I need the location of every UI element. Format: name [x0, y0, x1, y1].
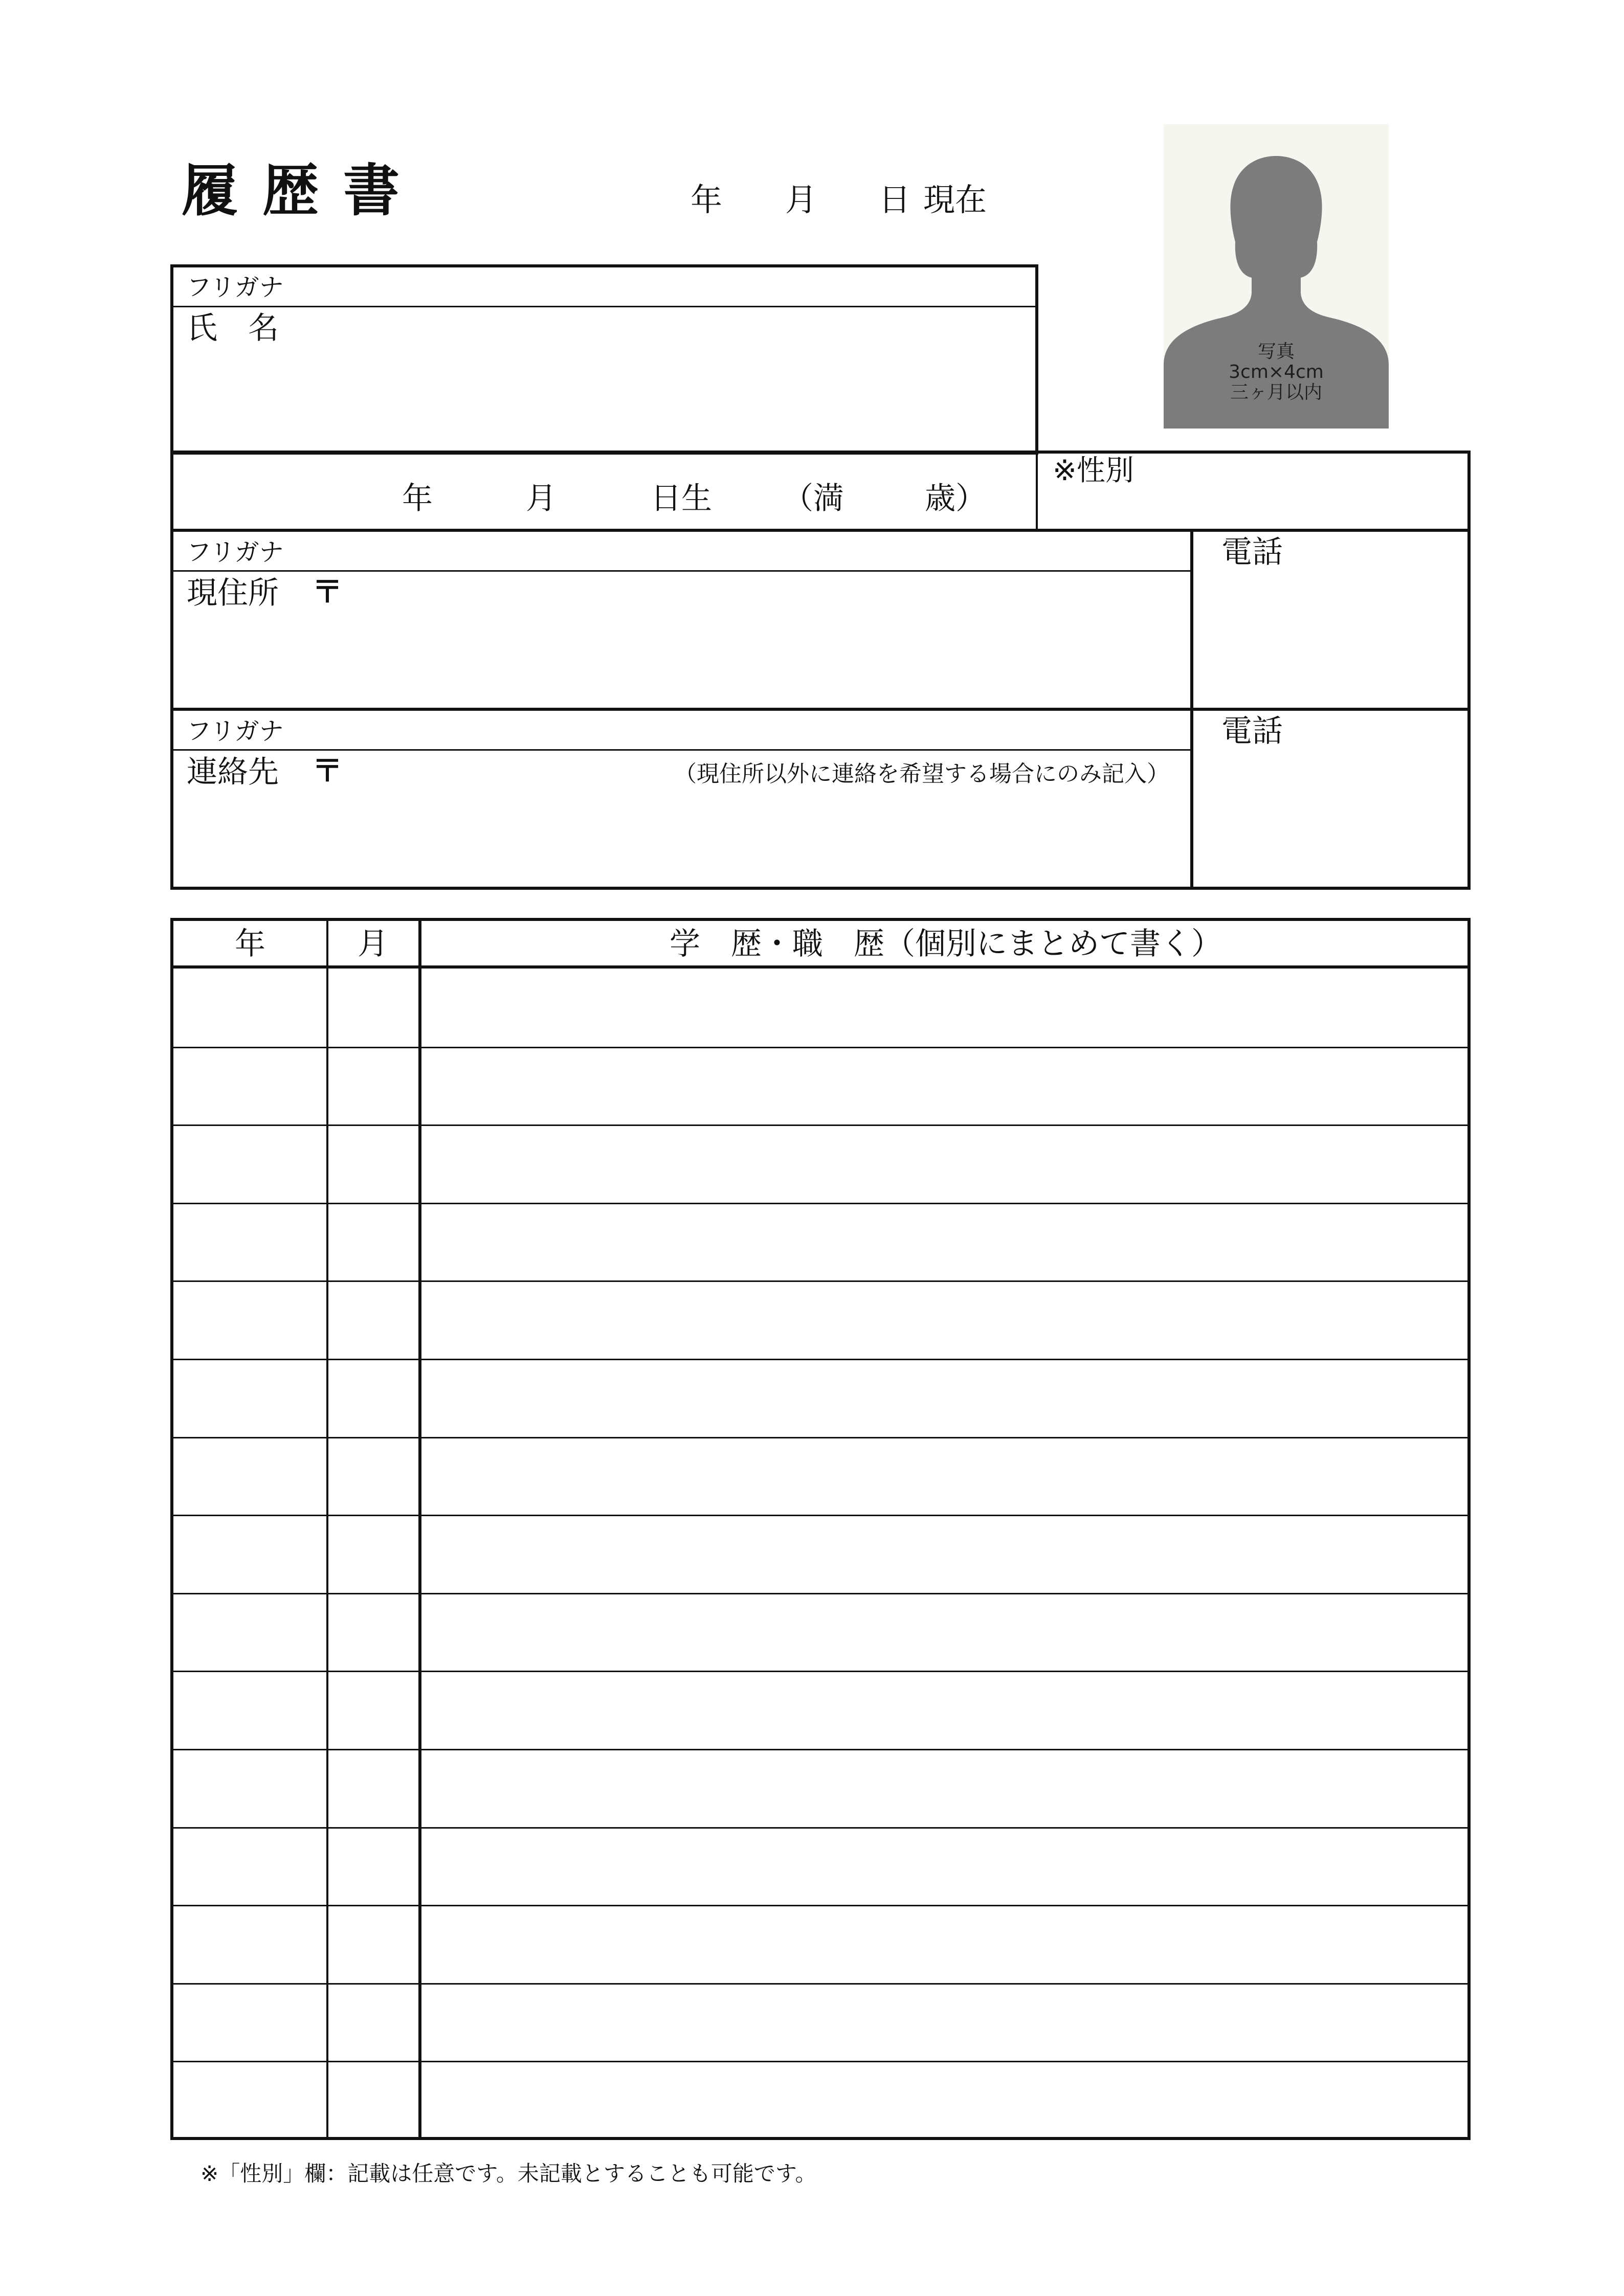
history-year-cell[interactable]	[173, 1204, 326, 1281]
table-row	[173, 1906, 1467, 1983]
date-suffix-label: 現在	[923, 181, 987, 218]
table-row	[173, 2062, 1467, 2139]
history-year-cell[interactable]	[173, 1438, 326, 1515]
table-row	[173, 1829, 1467, 1905]
history-month-cell[interactable]	[329, 970, 418, 1047]
contact-label: 連絡先	[187, 754, 279, 790]
history-year-cell[interactable]	[173, 1360, 326, 1437]
table-row	[173, 1750, 1467, 1827]
history-content-cell[interactable]	[421, 1360, 1467, 1437]
history-table	[170, 918, 1471, 2140]
address-furigana-label: フリガナ	[187, 538, 284, 567]
table-row	[173, 1048, 1467, 1125]
history-year-cell[interactable]	[173, 2062, 326, 2139]
history-year-cell[interactable]	[173, 1048, 326, 1125]
age-close-label: 歳）	[925, 481, 986, 516]
birth-gender-divider	[1036, 452, 1038, 530]
history-year-header: 年	[235, 926, 265, 962]
address-label: 現住所	[187, 575, 279, 611]
contact-phone-field[interactable]	[1193, 711, 1467, 887]
photo-placeholder[interactable]	[1164, 124, 1389, 429]
age-open-label: （満	[783, 481, 844, 516]
address-field[interactable]	[173, 572, 1189, 708]
history-year-cell[interactable]	[173, 1750, 326, 1827]
gender-footnote: ※「性別」欄：記載は任意です。未記載とすることも可能です。	[201, 2161, 817, 2186]
history-month-cell[interactable]	[329, 1438, 418, 1515]
history-content-cell[interactable]	[421, 2062, 1467, 2139]
birth-year-label: 年	[402, 481, 433, 516]
history-month-cell[interactable]	[329, 1594, 418, 1671]
history-year-cell[interactable]	[173, 1829, 326, 1905]
address-phone-field[interactable]	[1193, 532, 1467, 708]
history-year-cell[interactable]	[173, 1282, 326, 1359]
history-content-cell[interactable]	[421, 1516, 1467, 1593]
photo-recency-label: 三ヶ月以内	[1230, 382, 1322, 403]
history-content-cell[interactable]	[421, 1672, 1467, 1749]
contact-phone-label: 電話	[1221, 713, 1283, 749]
name-field[interactable]	[174, 307, 1035, 453]
history-content-cell[interactable]	[421, 1829, 1467, 1905]
date-day-label: 日	[879, 181, 911, 218]
table-row	[173, 1438, 1467, 1515]
history-year-cell[interactable]	[173, 970, 326, 1047]
history-content-cell[interactable]	[421, 1438, 1467, 1515]
history-content-cell[interactable]	[421, 970, 1467, 1047]
history-content-header: 学 歴・職 歴（個別にまとめて書く）	[670, 926, 1222, 962]
history-month-cell[interactable]	[329, 2062, 418, 2139]
table-row	[173, 1204, 1467, 1281]
history-content-cell[interactable]	[421, 1750, 1467, 1827]
contact-furigana-label: フリガナ	[187, 717, 284, 746]
history-year-cell[interactable]	[173, 1126, 326, 1203]
table-row	[173, 1282, 1467, 1359]
history-month-cell[interactable]	[329, 1282, 418, 1359]
page-title: 履歴書	[182, 157, 424, 223]
contact-note: （現住所以外に連絡を希望する場合にのみ記入）	[674, 761, 1169, 787]
address-furigana-divider	[172, 570, 1192, 572]
table-row	[173, 1126, 1467, 1203]
table-row	[173, 1985, 1467, 2061]
birth-day-label: 日生	[651, 481, 712, 516]
history-content-cell[interactable]	[421, 1594, 1467, 1671]
history-content-cell[interactable]	[421, 1204, 1467, 1281]
postal-mark-icon: 〒	[312, 574, 343, 610]
history-month-cell[interactable]	[329, 1906, 418, 1983]
history-month-cell[interactable]	[329, 1204, 418, 1281]
history-month-cell[interactable]	[329, 1126, 418, 1203]
history-header-divider	[173, 965, 1467, 969]
photo-size-label: 3cm×4cm	[1229, 362, 1324, 382]
name-label: 氏 名	[187, 310, 279, 346]
postal-mark-icon: 〒	[312, 753, 343, 789]
history-year-cell[interactable]	[173, 1516, 326, 1593]
history-content-cell[interactable]	[421, 1985, 1467, 2061]
gender-field[interactable]	[1039, 454, 1467, 529]
photo-caption-label: 写真	[1257, 341, 1295, 362]
history-year-cell[interactable]	[173, 1594, 326, 1671]
history-month-cell[interactable]	[329, 1360, 418, 1437]
address-phone-label: 電話	[1221, 534, 1283, 570]
history-content-cell[interactable]	[421, 1048, 1467, 1125]
table-row	[173, 1516, 1467, 1593]
birth-month-label: 月	[526, 481, 557, 516]
table-row	[173, 1672, 1467, 1749]
date-year-label: 年	[691, 181, 723, 218]
table-row	[173, 1594, 1467, 1671]
history-year-cell[interactable]	[173, 1906, 326, 1983]
history-month-cell[interactable]	[329, 1516, 418, 1593]
history-year-cell[interactable]	[173, 1672, 326, 1749]
table-row	[173, 1360, 1467, 1437]
birth-date-field[interactable]	[173, 454, 1035, 529]
gender-label: ※性別	[1053, 454, 1134, 487]
history-content-cell[interactable]	[421, 1906, 1467, 1983]
contact-furigana-divider	[172, 749, 1192, 751]
history-month-header: 月	[358, 926, 388, 962]
name-furigana-label: フリガナ	[187, 273, 284, 302]
history-content-cell[interactable]	[421, 1126, 1467, 1203]
history-month-cell[interactable]	[329, 1750, 418, 1827]
history-content-cell[interactable]	[421, 1282, 1467, 1359]
date-month-label: 月	[785, 181, 817, 218]
contact-field[interactable]	[173, 751, 1189, 887]
history-month-cell[interactable]	[329, 1048, 418, 1125]
table-row	[173, 970, 1467, 1047]
history-month-cell[interactable]	[329, 1829, 418, 1905]
history-year-cell[interactable]	[173, 1985, 326, 2061]
history-month-cell[interactable]	[329, 1985, 418, 2061]
history-month-cell[interactable]	[329, 1672, 418, 1749]
